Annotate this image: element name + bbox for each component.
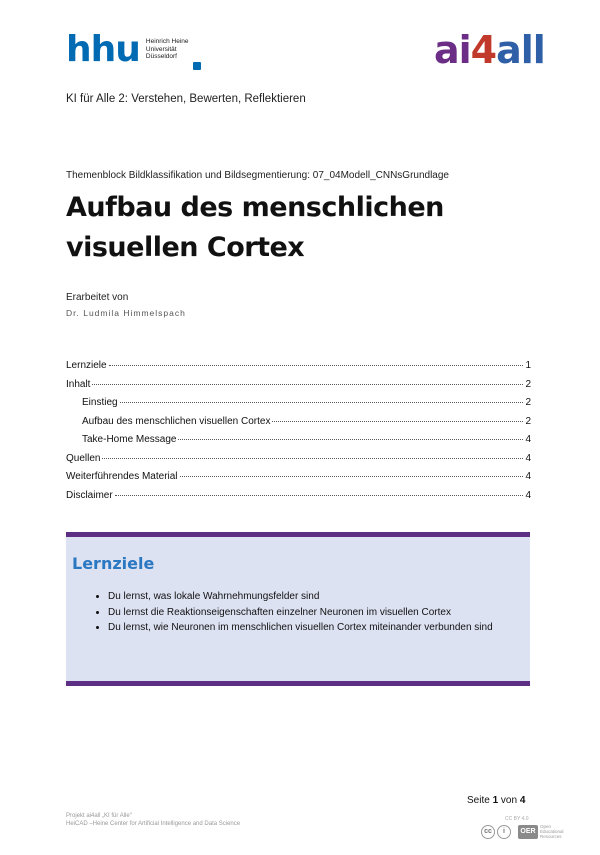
toc-leader-dots bbox=[92, 384, 523, 385]
toc-entry-page: 1 bbox=[525, 360, 531, 371]
goals-top-border bbox=[66, 532, 530, 537]
oer-text-line: Educational bbox=[540, 829, 564, 834]
hhu-logo bbox=[66, 29, 201, 74]
toc-entry-page: 2 bbox=[525, 397, 531, 408]
goals-heading: Lernziele bbox=[72, 554, 155, 573]
cc-icon: cc bbox=[481, 825, 495, 839]
toc-entry-label: Inhalt bbox=[66, 378, 91, 390]
toc-entry[interactable] bbox=[66, 416, 531, 435]
toc-entry[interactable] bbox=[66, 360, 531, 379]
toc-entry-label: Aufbau des menschlichen visuellen Cortex bbox=[82, 415, 271, 427]
oer-logo bbox=[518, 824, 564, 839]
theme-line: Themenblock Bildklassifikation und Bildsegmentierung: 07_04Modell_CNNsGrundlage bbox=[66, 170, 449, 181]
page-prefix: Seite bbox=[467, 795, 493, 806]
toc-entry[interactable] bbox=[66, 453, 531, 472]
toc-entry-label: Disclaimer bbox=[66, 489, 113, 501]
page-total: 4 bbox=[519, 795, 526, 806]
toc-entry-page: 4 bbox=[525, 434, 531, 445]
hhu-logo-text bbox=[146, 38, 189, 61]
author-name: Dr. Ludmila Himmelspach bbox=[66, 308, 186, 318]
page-number bbox=[467, 795, 525, 806]
toc-entry[interactable] bbox=[66, 434, 531, 453]
ai4all-logo-all: all bbox=[496, 28, 545, 72]
toc-entry-label: Weiterführendes Material bbox=[66, 471, 178, 482]
toc-entry-label: Take-Home Message bbox=[82, 434, 177, 445]
toc-entry[interactable] bbox=[66, 490, 531, 509]
toc-leader-dots bbox=[109, 365, 524, 366]
toc-entry-label: Lernziele bbox=[66, 360, 107, 371]
toc-leader-dots bbox=[178, 439, 523, 440]
toc-entry[interactable] bbox=[66, 397, 531, 416]
toc-entry-page: 4 bbox=[525, 471, 531, 482]
goal-item: • Du lernst, wie Neuronen im menschlichen visuellen Cortex miteinander verbunden sind bbox=[108, 621, 528, 636]
footer-project: Projekt ai4all „KI für Alle“ bbox=[66, 813, 132, 819]
toc-leader-dots bbox=[115, 495, 524, 496]
course-title: KI für Alle 2: Verstehen, Bewerten, Reflektieren bbox=[66, 93, 306, 105]
license-badge bbox=[481, 824, 564, 839]
by-icon: i bbox=[497, 825, 511, 839]
page-mid: von bbox=[498, 795, 520, 806]
hhu-logo-dot-icon bbox=[193, 62, 201, 70]
ai4all-logo-4: 4 bbox=[470, 28, 497, 72]
goal-item: • Du lernst die Reaktionseigenschaften einzelner Neuronen im visuellen Cortex bbox=[108, 606, 528, 621]
toc-entry-page: 2 bbox=[525, 415, 531, 427]
table-of-contents bbox=[66, 360, 531, 508]
hhu-logo-line: Heinrich Heine bbox=[145, 38, 189, 45]
learning-goals-box bbox=[66, 532, 530, 686]
prepared-by-label: Erarbeitet von bbox=[66, 292, 129, 303]
toc-entry-page: 4 bbox=[525, 452, 531, 464]
toc-entry[interactable] bbox=[66, 379, 531, 398]
page-current: 1 bbox=[492, 795, 499, 806]
goal-item: • Du lernst, was lokale Wahrnehmungsfelder sind bbox=[108, 590, 528, 605]
hhu-logo-mark: hhu bbox=[66, 29, 140, 70]
toc-entry-label: Quellen bbox=[66, 452, 101, 464]
oer-text-line: Open bbox=[540, 824, 552, 829]
document-title: Aufbau des menschlichen visuellen Cortex bbox=[66, 192, 444, 263]
ai4all-logo bbox=[434, 30, 545, 70]
toc-leader-dots bbox=[180, 476, 524, 477]
oer-text bbox=[540, 824, 564, 839]
goals-bottom-border bbox=[66, 681, 530, 686]
toc-leader-dots bbox=[102, 458, 523, 459]
footer-center: HeiCAD –Heine Center for Artificial Intelligence and Data Science bbox=[66, 821, 241, 827]
toc-leader-dots bbox=[120, 402, 524, 403]
toc-entry-label: Einstieg bbox=[82, 397, 118, 408]
license-label: CC BY 4.0 bbox=[505, 816, 529, 822]
ai4all-logo-ai: ai bbox=[434, 28, 471, 72]
goals-list bbox=[94, 590, 528, 637]
toc-entry-page: 4 bbox=[525, 489, 531, 501]
toc-leader-dots bbox=[272, 421, 523, 422]
toc-entry-page: 2 bbox=[525, 378, 531, 390]
toc-entry[interactable] bbox=[66, 471, 531, 490]
hhu-logo-line: Universität bbox=[145, 45, 177, 53]
oer-mark: OER bbox=[518, 825, 538, 839]
hhu-logo-line: Düsseldorf bbox=[145, 53, 177, 60]
oer-text-line: Resources bbox=[540, 834, 562, 839]
